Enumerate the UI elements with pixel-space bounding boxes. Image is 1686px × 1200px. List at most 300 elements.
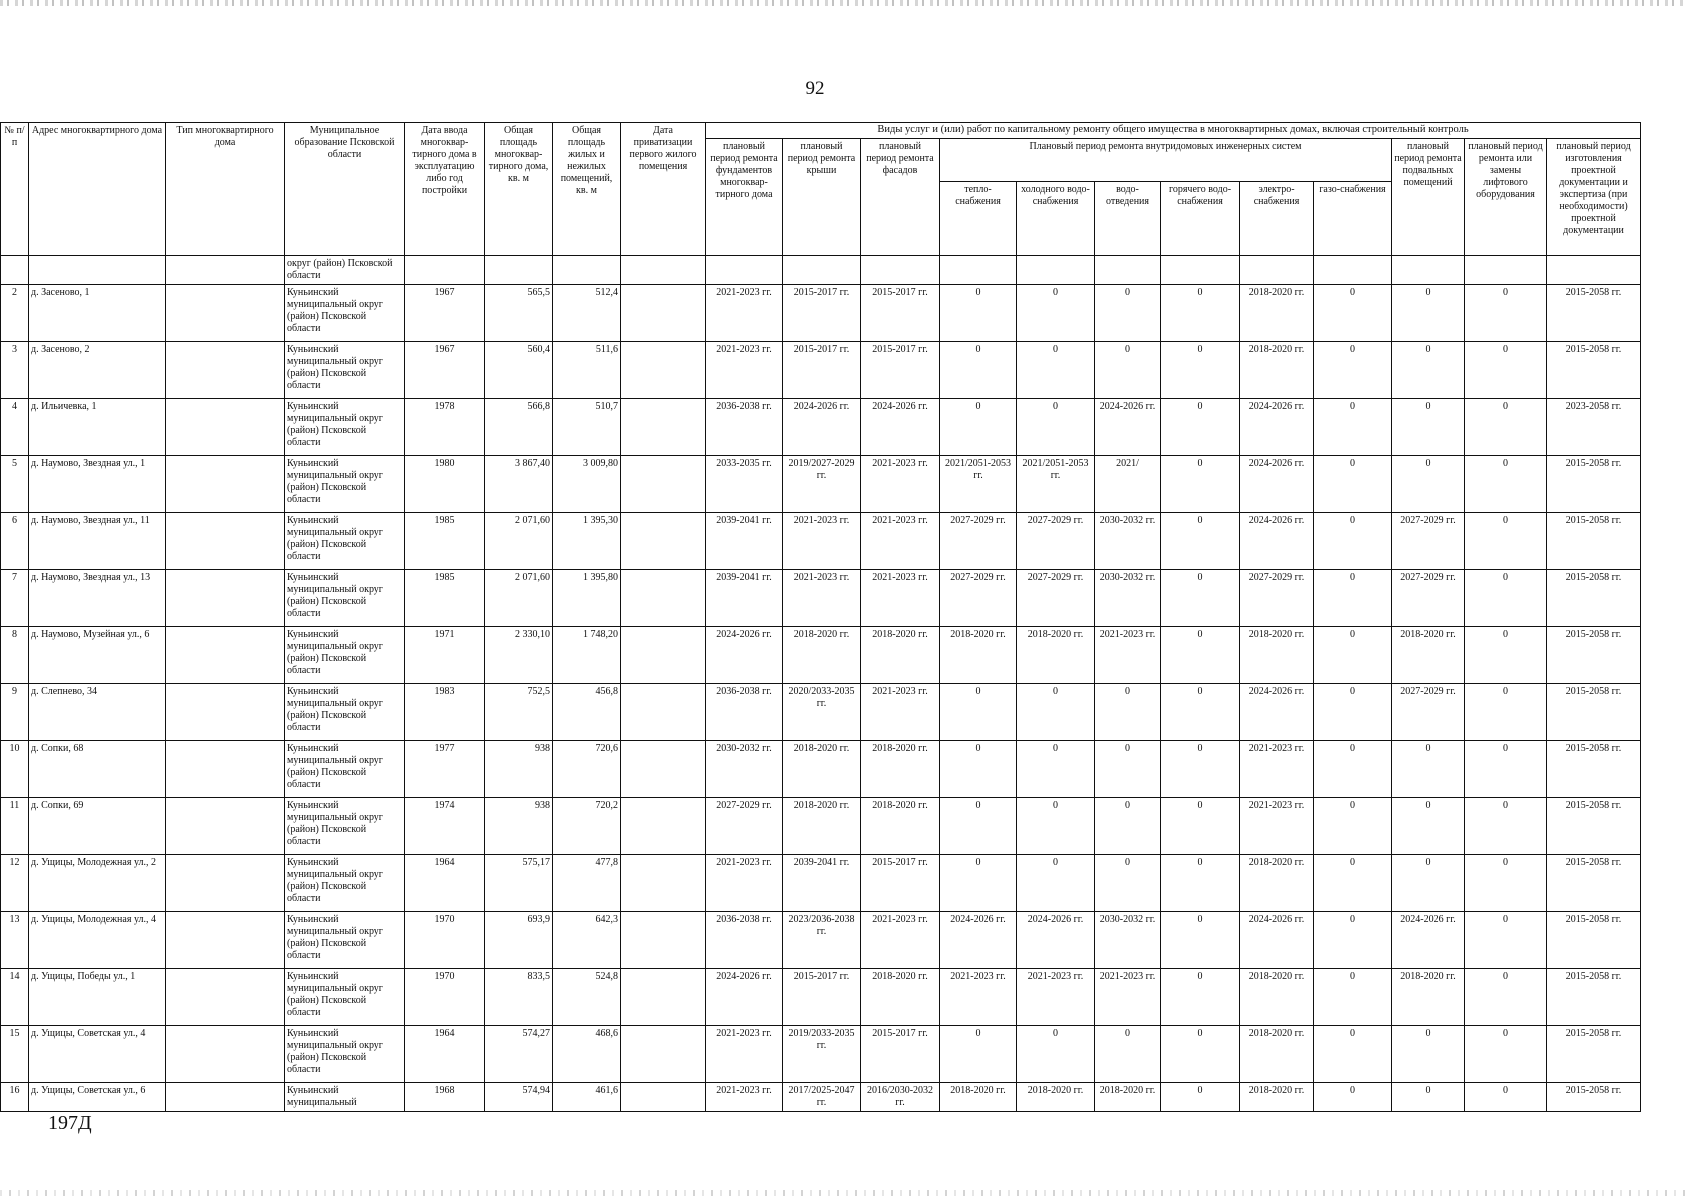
cell-address: д. Сопки, 68 xyxy=(29,740,166,797)
cell-living-area: 720,2 xyxy=(553,797,621,854)
cell-privatization xyxy=(621,968,706,1025)
cell-type xyxy=(166,341,285,398)
cell-elevator: 0 xyxy=(1465,1025,1547,1082)
cell-heat: 0 xyxy=(940,341,1017,398)
cell-hot-water: 0 xyxy=(1161,569,1240,626)
cell-num: 9 xyxy=(1,683,29,740)
header-municipality: Муниципальное образование Псковской области xyxy=(285,123,405,256)
cell-type xyxy=(166,626,285,683)
cell-design-docs: 2015-2058 гг. xyxy=(1547,797,1641,854)
header-sewer: водо-отведения xyxy=(1095,181,1161,255)
cell-privatization xyxy=(621,740,706,797)
cell-heat: 0 xyxy=(940,797,1017,854)
cell-privatization xyxy=(621,1082,706,1111)
cell-cold-water: 0 xyxy=(1017,398,1095,455)
cell-electric: 2021-2023 гг. xyxy=(1240,740,1314,797)
cell-total-area: 2 330,10 xyxy=(485,626,553,683)
cell-basement: 0 xyxy=(1392,1025,1465,1082)
header-basement: плановый период ремонта подвальных помещений xyxy=(1392,138,1465,255)
cell-gas: 0 xyxy=(1314,341,1392,398)
cell-municipality: Куньинский муниципальный округ (район) Псковской области xyxy=(285,341,405,398)
cell-foundation: 2036-2038 гг. xyxy=(706,683,783,740)
cell-living-area: 720,6 xyxy=(553,740,621,797)
cell-hot-water: 0 xyxy=(1161,911,1240,968)
cell-facade: 2018-2020 гг. xyxy=(861,740,940,797)
cell-foundation: 2027-2029 гг. xyxy=(706,797,783,854)
cell-address: д. Наумово, Звездная ул., 13 xyxy=(29,569,166,626)
cell-privatization xyxy=(621,1025,706,1082)
cell-heat: 2027-2029 гг. xyxy=(940,569,1017,626)
cell-total-area: 938 xyxy=(485,797,553,854)
cell-type xyxy=(166,1082,285,1111)
cell-living-area: 456,8 xyxy=(553,683,621,740)
cell-year: 1970 xyxy=(405,968,485,1025)
cell-year: 1964 xyxy=(405,854,485,911)
cell-sewer: 2021/ xyxy=(1095,455,1161,512)
table-row xyxy=(1,740,1641,797)
header-cold-water: холодного водо-снабжения xyxy=(1017,181,1095,255)
cell-municipality: Куньинский муниципальный округ (район) Псковской области xyxy=(285,284,405,341)
cell-facade: 2016/2030-2032 гг. xyxy=(861,1082,940,1111)
cell-electric: 2018-2020 гг. xyxy=(1240,284,1314,341)
cell-elevator: 0 xyxy=(1465,512,1547,569)
table-row xyxy=(1,683,1641,740)
cell-num: 10 xyxy=(1,740,29,797)
cell-cold-water: 2018-2020 гг. xyxy=(1017,626,1095,683)
table-row xyxy=(1,968,1641,1025)
cell-gas: 0 xyxy=(1314,797,1392,854)
table-row xyxy=(1,284,1641,341)
cell-foundation: 2021-2023 гг. xyxy=(706,854,783,911)
cell-type xyxy=(166,1025,285,1082)
cell-privatization xyxy=(621,341,706,398)
cell-foundation: 2024-2026 гг. xyxy=(706,968,783,1025)
header-privatization-date: Дата приватизации первого жилого помещения xyxy=(621,123,706,256)
cell-facade: 2015-2017 гг. xyxy=(861,854,940,911)
cell-elevator: 0 xyxy=(1465,398,1547,455)
cell-municipality: Куньинский муниципальный округ (район) Псковской области xyxy=(285,398,405,455)
cell-sewer: 2030-2032 гг. xyxy=(1095,911,1161,968)
cell-design-docs: 2015-2058 гг. xyxy=(1547,740,1641,797)
cell-address: д. Наумово, Звездная ул., 1 xyxy=(29,455,166,512)
cell-living-area: 1 395,80 xyxy=(553,569,621,626)
cell-num: 13 xyxy=(1,911,29,968)
cell-privatization xyxy=(621,455,706,512)
cell-total-area: 833,5 xyxy=(485,968,553,1025)
cell-heat: 2024-2026 гг. xyxy=(940,911,1017,968)
cell-basement: 2018-2020 гг. xyxy=(1392,626,1465,683)
cell-design-docs: 2015-2058 гг. xyxy=(1547,455,1641,512)
cell-gas: 0 xyxy=(1314,284,1392,341)
cell-total-area: 693,9 xyxy=(485,911,553,968)
cell-num: 14 xyxy=(1,968,29,1025)
cell-living-area: 461,6 xyxy=(553,1082,621,1111)
cell-sewer: 0 xyxy=(1095,341,1161,398)
header-facade: плановый период ремонта фасадов xyxy=(861,138,940,255)
table-row xyxy=(1,797,1641,854)
cell-cold-water: 0 xyxy=(1017,740,1095,797)
cell-facade: 2015-2017 гг. xyxy=(861,1025,940,1082)
cell-foundation: 2024-2026 гг. xyxy=(706,626,783,683)
cell-roof: 2018-2020 гг. xyxy=(783,626,861,683)
cell-total-area: 752,5 xyxy=(485,683,553,740)
cell-foundation: 2021-2023 гг. xyxy=(706,284,783,341)
cell-address: д. Ущицы, Советская ул., 4 xyxy=(29,1025,166,1082)
cell-gas: 0 xyxy=(1314,626,1392,683)
cell-elevator: 0 xyxy=(1465,968,1547,1025)
cell-year: 1967 xyxy=(405,284,485,341)
cell-facade: 2018-2020 гг. xyxy=(861,797,940,854)
cell-heat: 2018-2020 гг. xyxy=(940,1082,1017,1111)
cell-elevator: 0 xyxy=(1465,626,1547,683)
cell-num: 3 xyxy=(1,341,29,398)
table-row xyxy=(1,854,1641,911)
cell-type xyxy=(166,512,285,569)
cell-address: д. Ильичевка, 1 xyxy=(29,398,166,455)
cell-basement: 2027-2029 гг. xyxy=(1392,512,1465,569)
cell-basement: 0 xyxy=(1392,740,1465,797)
cell-sewer: 0 xyxy=(1095,854,1161,911)
cell-gas: 0 xyxy=(1314,968,1392,1025)
cell-privatization xyxy=(621,398,706,455)
cell-heat: 0 xyxy=(940,1025,1017,1082)
cell-basement: 0 xyxy=(1392,854,1465,911)
cell-living-area: 510,7 xyxy=(553,398,621,455)
cell-electric: 2021-2023 гг. xyxy=(1240,797,1314,854)
cell-year: 1985 xyxy=(405,512,485,569)
table-row xyxy=(1,341,1641,398)
cell-cold-water: 2021/2051-2053 гг. xyxy=(1017,455,1095,512)
cell-electric: 2018-2020 гг. xyxy=(1240,1025,1314,1082)
cell-municipality: Куньинский муниципальный округ (район) Псковской области xyxy=(285,683,405,740)
cell-design-docs: 2015-2058 гг. xyxy=(1547,854,1641,911)
cell-hot-water: 0 xyxy=(1161,1082,1240,1111)
cell-electric: 2018-2020 гг. xyxy=(1240,854,1314,911)
cell-heat: 2021-2023 гг. xyxy=(940,968,1017,1025)
cell-total-area: 566,8 xyxy=(485,398,553,455)
cell-foundation: 2021-2023 гг. xyxy=(706,1025,783,1082)
cell-type xyxy=(166,569,285,626)
cell-heat: 2027-2029 гг. xyxy=(940,512,1017,569)
cell-design-docs: 2015-2058 гг. xyxy=(1547,683,1641,740)
cell-foundation: 2039-2041 гг. xyxy=(706,569,783,626)
cell-foundation: 2036-2038 гг. xyxy=(706,398,783,455)
cell-facade: 2021-2023 гг. xyxy=(861,512,940,569)
cell-roof: 2015-2017 гг. xyxy=(783,341,861,398)
cell-num: 12 xyxy=(1,854,29,911)
cell-roof: 2020/2033-2035 гг. xyxy=(783,683,861,740)
cell-elevator: 0 xyxy=(1465,911,1547,968)
cell-design-docs: 2015-2058 гг. xyxy=(1547,341,1641,398)
cell-num: 8 xyxy=(1,626,29,683)
cell-basement: 0 xyxy=(1392,455,1465,512)
header-num: № п/п xyxy=(1,123,29,256)
cell-design-docs: 2015-2058 гг. xyxy=(1547,284,1641,341)
cell-design-docs: 2015-2058 гг. xyxy=(1547,968,1641,1025)
cell-num: 4 xyxy=(1,398,29,455)
cell-heat: 2021/2051-2053 гг. xyxy=(940,455,1017,512)
cell-foundation: 2030-2032 гг. xyxy=(706,740,783,797)
cell-design-docs: 2015-2058 гг. xyxy=(1547,626,1641,683)
cell-elevator: 0 xyxy=(1465,284,1547,341)
cell-address: д. Слепнево, 34 xyxy=(29,683,166,740)
cell-elevator: 0 xyxy=(1465,854,1547,911)
cell-gas: 0 xyxy=(1314,854,1392,911)
cell-total-area: 574,27 xyxy=(485,1025,553,1082)
cell-design-docs: 2023-2058 гг. xyxy=(1547,398,1641,455)
cell-living-area: 3 009,80 xyxy=(553,455,621,512)
cell-basement: 2027-2029 гг. xyxy=(1392,683,1465,740)
cell-roof: 2018-2020 гг. xyxy=(783,740,861,797)
cell-cold-water: 0 xyxy=(1017,683,1095,740)
cell-electric: 2018-2020 гг. xyxy=(1240,968,1314,1025)
cell-basement: 2027-2029 гг. xyxy=(1392,569,1465,626)
cell-gas: 0 xyxy=(1314,1082,1392,1111)
cell-total-area: 560,4 xyxy=(485,341,553,398)
cell-electric: 2024-2026 гг. xyxy=(1240,512,1314,569)
header-roof: плановый период ремонта крыши xyxy=(783,138,861,255)
cell-foundation: 2021-2023 гг. xyxy=(706,341,783,398)
cell-elevator: 0 xyxy=(1465,341,1547,398)
cell-type xyxy=(166,740,285,797)
cell-year: 1970 xyxy=(405,911,485,968)
cell-sewer: 2030-2032 гг. xyxy=(1095,512,1161,569)
cell-elevator: 0 xyxy=(1465,1082,1547,1111)
cell-living-area: 642,3 xyxy=(553,911,621,968)
cell-type xyxy=(166,968,285,1025)
cell-total-area: 2 071,60 xyxy=(485,512,553,569)
cell-facade: 2018-2020 гг. xyxy=(861,626,940,683)
cell-cold-water: 0 xyxy=(1017,341,1095,398)
cell-hot-water: 0 xyxy=(1161,854,1240,911)
cell-facade: 2021-2023 гг. xyxy=(861,683,940,740)
cell-gas: 0 xyxy=(1314,398,1392,455)
cell-municipality: Куньинский муниципальный округ (район) Псковской области xyxy=(285,455,405,512)
table-row xyxy=(1,398,1641,455)
cell-address: д. Ущицы, Победы ул., 1 xyxy=(29,968,166,1025)
cell-municipality: Куньинский муниципальный округ (район) Псковской области xyxy=(285,968,405,1025)
cell-facade: 2024-2026 гг. xyxy=(861,398,940,455)
cell-gas: 0 xyxy=(1314,1025,1392,1082)
header-systems-group: Плановый период ремонта внутридомовых инженерных систем xyxy=(940,138,1392,181)
cell-num: 2 xyxy=(1,284,29,341)
cell-sewer: 0 xyxy=(1095,284,1161,341)
cell-privatization xyxy=(621,626,706,683)
cell-foundation: 2036-2038 гг. xyxy=(706,911,783,968)
cell-sewer: 0 xyxy=(1095,797,1161,854)
cell-electric: 2024-2026 гг. xyxy=(1240,398,1314,455)
cell-privatization xyxy=(621,569,706,626)
cell-sewer: 2021-2023 гг. xyxy=(1095,626,1161,683)
cell-num: 15 xyxy=(1,1025,29,1082)
cell-elevator: 0 xyxy=(1465,569,1547,626)
cell-living-area: 512,4 xyxy=(553,284,621,341)
cell-cold-water: 2027-2029 гг. xyxy=(1017,512,1095,569)
cell-gas: 0 xyxy=(1314,512,1392,569)
cell-heat: 0 xyxy=(940,284,1017,341)
cell-design-docs: 2015-2058 гг. xyxy=(1547,1082,1641,1111)
cell-hot-water: 0 xyxy=(1161,512,1240,569)
cell-roof: 2019/2027-2029 гг. xyxy=(783,455,861,512)
cell-heat: 0 xyxy=(940,398,1017,455)
cell-heat: 0 xyxy=(940,740,1017,797)
cell-total-area: 575,17 xyxy=(485,854,553,911)
cell-num: 11 xyxy=(1,797,29,854)
cell-total-area: 3 867,40 xyxy=(485,455,553,512)
cell-electric: 2018-2020 гг. xyxy=(1240,341,1314,398)
cell-municipality: Куньинский муниципальный округ (район) Псковской области xyxy=(285,740,405,797)
cell-address: д. Засеново, 1 xyxy=(29,284,166,341)
cell-hot-water: 0 xyxy=(1161,455,1240,512)
cell-num: 7 xyxy=(1,569,29,626)
cell-address: д. Наумово, Звездная ул., 11 xyxy=(29,512,166,569)
header-heat: тепло-снабжения xyxy=(940,181,1017,255)
cell-address: д. Сопки, 69 xyxy=(29,797,166,854)
header-gas: газо-снабжения xyxy=(1314,181,1392,255)
cell-cold-water: 2024-2026 гг. xyxy=(1017,911,1095,968)
header-foundation: плановый период ремонта фундаментов многоквар-тирного дома xyxy=(706,138,783,255)
cell-elevator: 0 xyxy=(1465,797,1547,854)
cell-year: 1978 xyxy=(405,398,485,455)
cell-hot-water: 0 xyxy=(1161,797,1240,854)
cell-num: 5 xyxy=(1,455,29,512)
cell-municipality: Куньинский муниципальный округ (район) Псковской области xyxy=(285,854,405,911)
cell-year: 1974 xyxy=(405,797,485,854)
cell-roof: 2039-2041 гг. xyxy=(783,854,861,911)
cell-electric: 2024-2026 гг. xyxy=(1240,455,1314,512)
table-row xyxy=(1,455,1641,512)
cell-basement: 0 xyxy=(1392,341,1465,398)
cell-basement: 0 xyxy=(1392,797,1465,854)
cell-basement: 2024-2026 гг. xyxy=(1392,911,1465,968)
cell-year: 1968 xyxy=(405,1082,485,1111)
cell-sewer: 0 xyxy=(1095,740,1161,797)
cell-cold-water: 2018-2020 гг. xyxy=(1017,1082,1095,1111)
cell-heat: 2018-2020 гг. xyxy=(940,626,1017,683)
cell-living-area: 511,6 xyxy=(553,341,621,398)
header-design-docs: плановый период изготовления проектной документации и экспертиза (при необходимости) проектной документации xyxy=(1547,138,1641,255)
cell-year: 1983 xyxy=(405,683,485,740)
cell-municipality: Куньинский муниципальный округ (район) Псковской области xyxy=(285,1025,405,1082)
cell-municipality: Куньинский муниципальный округ (район) Псковской области xyxy=(285,512,405,569)
cell-cold-water: 0 xyxy=(1017,797,1095,854)
cell-num: 6 xyxy=(1,512,29,569)
cell-roof: 2017/2025-2047 гг. xyxy=(783,1082,861,1111)
table-row xyxy=(1,1082,1641,1111)
cell-roof: 2023/2036-2038 гг. xyxy=(783,911,861,968)
cell-total-area: 938 xyxy=(485,740,553,797)
cell-year: 1977 xyxy=(405,740,485,797)
cell-basement: 0 xyxy=(1392,1082,1465,1111)
cell-roof: 2015-2017 гг. xyxy=(783,968,861,1025)
cell-year: 1971 xyxy=(405,626,485,683)
cell-roof: 2019/2033-2035 гг. xyxy=(783,1025,861,1082)
cell-facade: 2015-2017 гг. xyxy=(861,284,940,341)
cell-elevator: 0 xyxy=(1465,683,1547,740)
cell-privatization xyxy=(621,512,706,569)
cell-municipality: Куньинский муниципальный округ (район) Псковской области xyxy=(285,797,405,854)
cell-hot-water: 0 xyxy=(1161,1025,1240,1082)
header-address: Адрес многоквартирного дома xyxy=(29,123,166,256)
cell-municipality: Куньинский муниципальный округ (район) Псковской области xyxy=(285,569,405,626)
cell-cold-water: 0 xyxy=(1017,854,1095,911)
cell-gas: 0 xyxy=(1314,740,1392,797)
cell-roof: 2024-2026 гг. xyxy=(783,398,861,455)
cell-privatization xyxy=(621,911,706,968)
cell-cold-water: 0 xyxy=(1017,1025,1095,1082)
continuation-municipality: округ (район) Псковской области xyxy=(285,255,405,284)
cell-total-area: 565,5 xyxy=(485,284,553,341)
header-commission-date: Дата ввода многоквар-тирного дома в эксплуатацию либо год постройки xyxy=(405,123,485,256)
table-row xyxy=(1,512,1641,569)
cell-facade: 2021-2023 гг. xyxy=(861,569,940,626)
cell-gas: 0 xyxy=(1314,455,1392,512)
header-elevator: плановый период ремонта или замены лифтового оборудования xyxy=(1465,138,1547,255)
cell-electric: 2018-2020 гг. xyxy=(1240,1082,1314,1111)
cell-elevator: 0 xyxy=(1465,740,1547,797)
cell-design-docs: 2015-2058 гг. xyxy=(1547,512,1641,569)
cell-gas: 0 xyxy=(1314,569,1392,626)
cell-facade: 2015-2017 гг. xyxy=(861,341,940,398)
scan-edge-bottom xyxy=(0,1190,1686,1196)
cell-roof: 2021-2023 гг. xyxy=(783,512,861,569)
cell-year: 1967 xyxy=(405,341,485,398)
cell-design-docs: 2015-2058 гг. xyxy=(1547,1025,1641,1082)
cell-electric: 2027-2029 гг. xyxy=(1240,569,1314,626)
cell-living-area: 468,6 xyxy=(553,1025,621,1082)
capital-repair-table xyxy=(0,122,1641,1112)
cell-hot-water: 0 xyxy=(1161,968,1240,1025)
cell-basement: 0 xyxy=(1392,398,1465,455)
cell-elevator: 0 xyxy=(1465,455,1547,512)
cell-heat: 0 xyxy=(940,683,1017,740)
cell-foundation: 2033-2035 гг. xyxy=(706,455,783,512)
cell-electric: 2018-2020 гг. xyxy=(1240,626,1314,683)
cell-facade: 2021-2023 гг. xyxy=(861,455,940,512)
cell-sewer: 2030-2032 гг. xyxy=(1095,569,1161,626)
cell-heat: 0 xyxy=(940,854,1017,911)
cell-living-area: 1 748,20 xyxy=(553,626,621,683)
cell-type xyxy=(166,398,285,455)
cell-privatization xyxy=(621,797,706,854)
table-row xyxy=(1,1025,1641,1082)
cell-type xyxy=(166,284,285,341)
cell-privatization xyxy=(621,854,706,911)
cell-privatization xyxy=(621,683,706,740)
cell-municipality: Куньинский муниципальный xyxy=(285,1082,405,1111)
cell-sewer: 0 xyxy=(1095,683,1161,740)
cell-foundation: 2039-2041 гг. xyxy=(706,512,783,569)
header-electric: электро-снабжения xyxy=(1240,181,1314,255)
continuation-row xyxy=(1,255,1641,284)
cell-living-area: 477,8 xyxy=(553,854,621,911)
cell-basement: 2018-2020 гг. xyxy=(1392,968,1465,1025)
cell-address: д. Ущицы, Молодежная ул., 4 xyxy=(29,911,166,968)
scan-edge-top xyxy=(0,0,1686,6)
cell-basement: 0 xyxy=(1392,284,1465,341)
table-row xyxy=(1,569,1641,626)
table-row xyxy=(1,911,1641,968)
cell-address: д. Засеново, 2 xyxy=(29,341,166,398)
cell-cold-water: 2027-2029 гг. xyxy=(1017,569,1095,626)
cell-total-area: 2 071,60 xyxy=(485,569,553,626)
cell-facade: 2021-2023 гг. xyxy=(861,911,940,968)
cell-num: 16 xyxy=(1,1082,29,1111)
cell-foundation: 2021-2023 гг. xyxy=(706,1082,783,1111)
cell-hot-water: 0 xyxy=(1161,683,1240,740)
cell-municipality: Куньинский муниципальный округ (район) Псковской области xyxy=(285,911,405,968)
cell-electric: 2024-2026 гг. xyxy=(1240,683,1314,740)
